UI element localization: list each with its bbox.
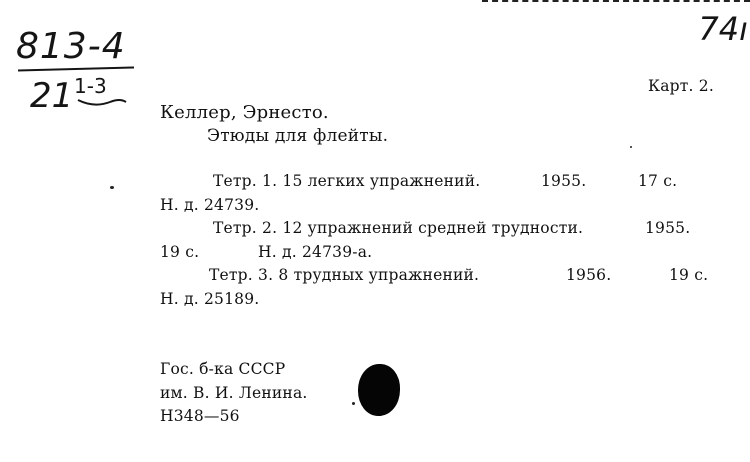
handwritten-range: 1-3 <box>74 74 107 98</box>
part-3-pages: 19 с. <box>669 266 709 284</box>
ink-speck <box>352 402 355 405</box>
part-3-description: Тетр. 3. 8 трудных упражнений. <box>209 266 480 284</box>
part-3-plate-number: Н. д. 25189. <box>160 290 260 308</box>
author-heading: Келлер, Эрнесто. <box>160 102 329 123</box>
top-dashed-border <box>482 0 750 2</box>
part-2-pages: 19 с. <box>160 243 200 261</box>
part-1-year: 1955. <box>541 172 587 190</box>
library-line-3: Н348—56 <box>160 407 240 425</box>
part-1-pages: 17 с. <box>638 172 678 190</box>
part-2-description: Тетр. 2. 12 упражнений средней трудности. <box>213 219 584 237</box>
handwritten-underline <box>18 66 134 71</box>
part-2-plate-number: Н. д. 24739-а. <box>258 243 373 261</box>
work-title: Этюды для флейты. <box>207 126 389 146</box>
ink-speck <box>630 146 632 148</box>
library-line-1: Гос. б-ка СССР <box>160 360 286 378</box>
part-1-description: Тетр. 1. 15 легких упражнений. <box>213 172 481 190</box>
handwritten-shelf-code: 813-4 <box>16 26 126 67</box>
part-2-year: 1955. <box>645 219 691 237</box>
handwritten-curl-mark <box>76 96 128 108</box>
handwritten-number: 21 <box>30 76 74 116</box>
library-line-2: им. В. И. Ленина. <box>160 384 308 402</box>
ink-speck <box>110 186 114 189</box>
ink-stamp-blot <box>358 364 400 416</box>
part-3-year: 1956. <box>566 266 612 284</box>
handwritten-corner-number: 74ı <box>698 10 748 48</box>
card-number: Карт. 2. <box>648 77 714 95</box>
part-1-plate-number: Н. д. 24739. <box>160 196 260 214</box>
